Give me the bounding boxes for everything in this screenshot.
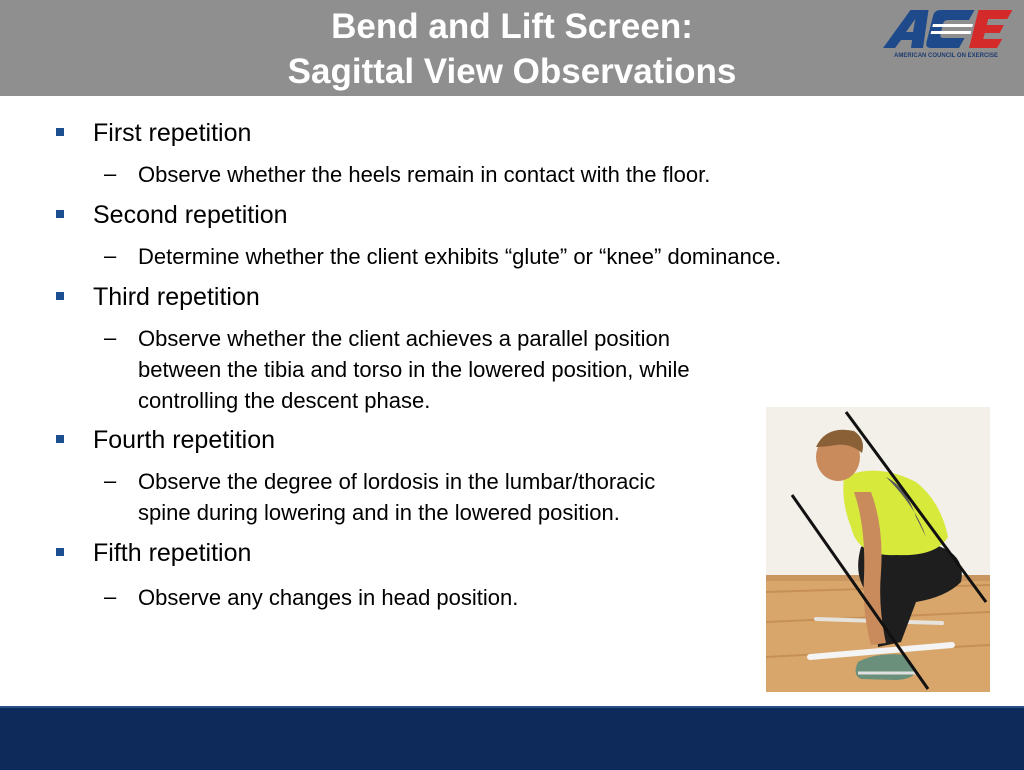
item-heading: Third repetition: [93, 283, 260, 311]
square-bullet-icon: [56, 128, 64, 136]
footer-bar: [0, 706, 1024, 770]
dash-bullet-icon: –: [104, 161, 117, 186]
item-heading: First repetition: [93, 119, 252, 147]
item-detail: Observe any changes in head position.: [138, 585, 519, 610]
square-bullet-icon: [56, 435, 64, 443]
square-bullet-icon: [56, 548, 64, 556]
dash-bullet-icon: –: [104, 243, 117, 268]
dash-bullet-icon: –: [104, 584, 117, 609]
item-heading: Second repetition: [93, 201, 288, 229]
item-detail: Observe whether the heels remain in contact with the floor.: [138, 162, 711, 187]
item-heading: Fourth repetition: [93, 426, 276, 454]
squat-photo: [766, 407, 990, 692]
item-detail: between the tibia and torso in the lowered position, while: [138, 357, 690, 382]
item-detail: Determine whether the client exhibits “glute” or “knee” dominance.: [138, 244, 782, 269]
square-bullet-icon: [56, 292, 64, 300]
item-heading: Fifth repetition: [93, 539, 252, 567]
item-detail: spine during lowering and in the lowered position.: [138, 500, 620, 525]
item-detail: Observe whether the client achieves a parallel position: [138, 326, 670, 351]
item-detail: Observe the degree of lordosis in the lumbar/thoracic: [138, 469, 656, 494]
square-bullet-icon: [56, 210, 64, 218]
logo-tagline: AMERICAN COUNCIL ON EXERCISE: [894, 53, 998, 59]
dash-bullet-icon: –: [104, 468, 117, 493]
dash-bullet-icon: –: [104, 325, 117, 350]
item-detail: controlling the descent phase.: [138, 388, 431, 413]
title-line-2: Sagittal View Observations: [287, 52, 737, 91]
title-line-1: Bend and Lift Screen:: [331, 7, 693, 46]
